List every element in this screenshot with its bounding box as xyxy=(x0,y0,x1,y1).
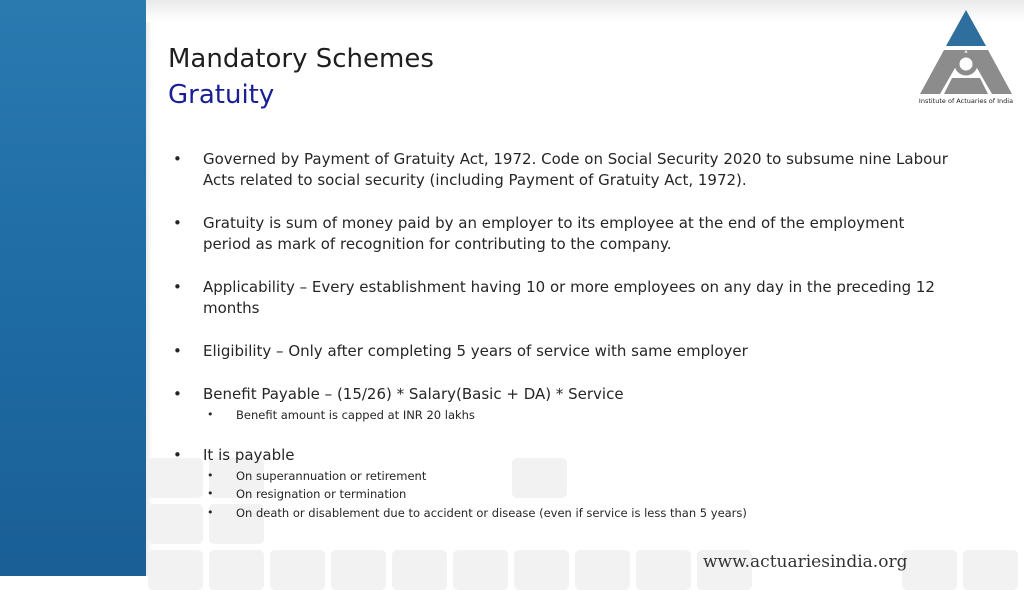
top-band xyxy=(146,0,1024,22)
tile xyxy=(331,550,386,590)
tile xyxy=(963,550,1018,590)
sub-bullet-benefit-cap: • Benefit amount is capped at INR 20 lakhs xyxy=(170,406,950,425)
bullet-governed-by: • Governed by Payment of Gratuity Act, 1972. Code on Social Security 2020 to subsume nine Labour Acts related to social security (including Payment of Gratuity Act, 1972). xyxy=(170,149,950,191)
bullet-applicability: • Applicability – Every establishment having 10 or more employees on any day in the preceding 12 months xyxy=(170,277,950,319)
payable-sublist xyxy=(170,467,950,523)
footer-website: www.actuariesindia.org xyxy=(703,552,908,572)
slide-subtitle: Gratuity xyxy=(168,80,275,110)
tile xyxy=(453,550,508,590)
bullet-list xyxy=(170,149,950,542)
tile xyxy=(514,550,569,590)
sub-bullet-resignation: • On resignation or termination xyxy=(170,485,950,504)
bullet-eligibility: • Eligibility – Only after completing 5 years of service with same employer xyxy=(170,341,950,362)
bullet-payable: • It is payable xyxy=(170,445,950,466)
sub-bullet-death-disablement: • On death or disablement due to accident or disease (even if service is less than 5 years) xyxy=(170,504,950,523)
bullet-benefit-payable: • Benefit Payable – (15/26) * Salary(Basic + DA) * Service xyxy=(170,384,950,405)
logo-caption: Institute of Actuaries of India xyxy=(918,97,1014,105)
institute-logo-icon xyxy=(916,8,1016,108)
side-panel xyxy=(0,0,146,576)
tile xyxy=(270,550,325,590)
tile xyxy=(902,550,957,590)
tile xyxy=(636,550,691,590)
sub-bullet-superannuation: • On superannuation or retirement xyxy=(170,467,950,486)
bullet-definition: • Gratuity is sum of money paid by an employer to its employee at the end of the employment period as mark of recognition for contributing to the company. xyxy=(170,213,950,255)
benefit-sublist xyxy=(170,406,950,425)
tile xyxy=(392,550,447,590)
tile xyxy=(575,550,630,590)
tile xyxy=(148,550,203,590)
tile xyxy=(209,550,264,590)
slide-title: Mandatory Schemes xyxy=(168,44,434,74)
